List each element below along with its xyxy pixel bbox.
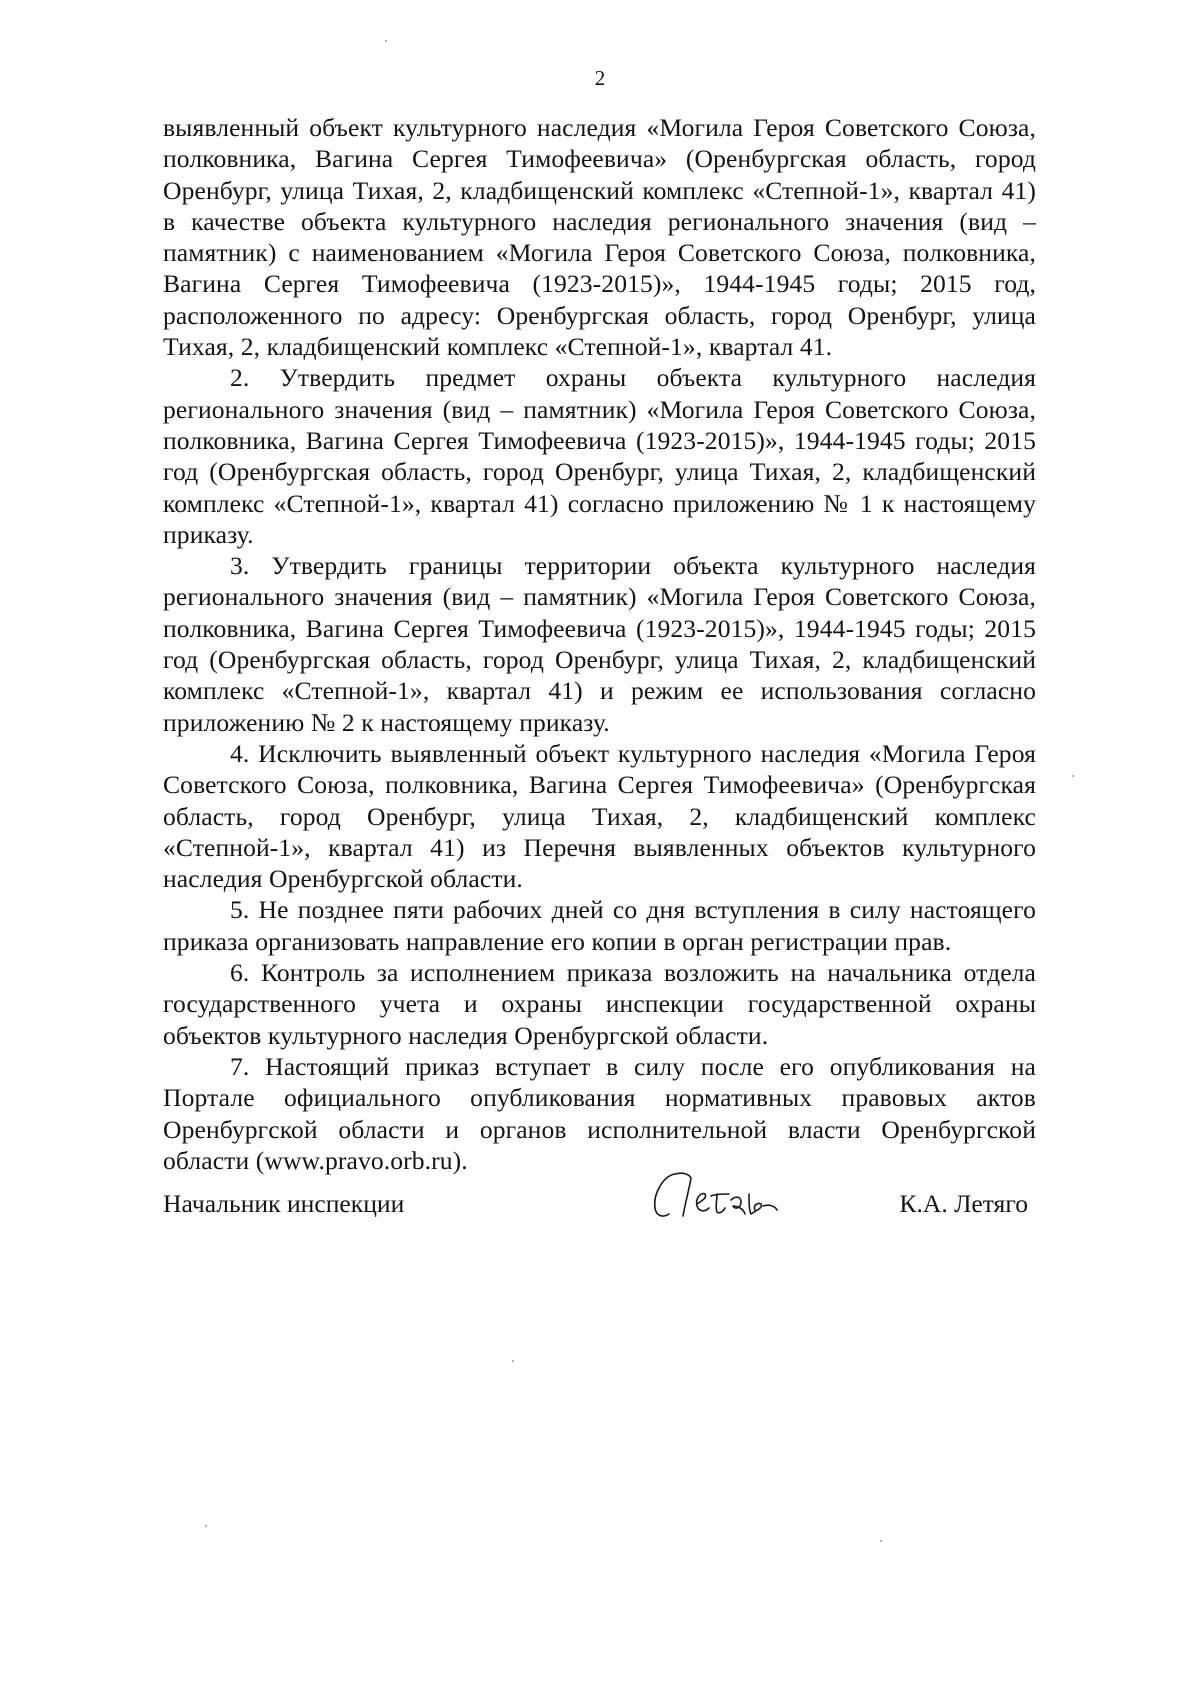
- paragraph-item-7: 7. Настоящий приказ вступает в силу после его опубликования на Портале официального опубликования нормативных правовых актов Оренбургской области и органов исполнительной власти Оренбургской области (www.pravo.orb.ru).: [163, 1051, 1036, 1175]
- order-body: [163, 112, 1036, 1176]
- signer-name: К.А. Летяго: [899, 1189, 1028, 1218]
- paragraph-item-4: 4. Исключить выявленный объект культурного наследия «Могила Героя Советского Союза, полковника, Вагина Сергея Тимофеевича» (Оренбургская область, город Оренбург, улица Тихая, 2, кладбищенский комплекс «Степной-1», квартал 41) из Перечня выявленных объектов культурного наследия Оренбургской области.: [163, 738, 1036, 894]
- scan-speck: [512, 1360, 514, 1362]
- scan-speck: [205, 1525, 207, 1527]
- paragraph-item-2: 2. Утвердить предмет охраны объекта культурного наследия регионального значения (вид – памятник) «Могила Героя Советского Союза, полковника, Вагина Сергея Тимофеевича (1923-2015)», 1944-1945 годы; 2015 год (Оренбургская область, город Оренбург, улица Тихая, 2, кладбищенский комплекс «Степной-1», квартал 41) согласно приложению № 1 к настоящему приказу.: [163, 363, 1036, 549]
- paragraph-1-continuation: выявленный объект культурного наследия «Могила Героя Советского Союза, полковника, Вагина Сергея Тимофеевича» (Оренбургская область, город Оренбург, улица Тихая, 2, кладбищенский комплекс «Степной-1», квартал 41) в качестве объекта культурного наследия регионального значения (вид – памятник) с наименованием «Могила Героя Советского Союза, полковника, Вагина Сергея Тимофеевича (1923-2015)», 1944-1945 годы; 2015 год, расположенного по адресу: Оренбургская область, город Оренбург, улица Тихая, 2, кладбищенский комплекс «Степной-1», квартал 41.: [163, 113, 1036, 362]
- scan-speck: [1072, 775, 1074, 777]
- paragraph-item-3: 3. Утвердить границы территории объекта культурного наследия регионального значения (вид – памятник) «Могила Героя Советского Союза, полковника, Вагина Сергея Тимофеевича (1923-2015)», 1944-1945 годы; 2015 год (Оренбургская область, город Оренбург, улица Тихая, 2, кладбищенский комплекс «Степной-1», квартал 41) и режим ее использования согласно приложению № 2 к настоящему приказу.: [163, 551, 1036, 737]
- scan-speck: [880, 1540, 882, 1542]
- signer-position: Начальник инспекции: [163, 1189, 405, 1218]
- signature-block: [163, 1160, 1036, 1240]
- page-number: 2: [594, 66, 606, 90]
- paragraph-item-5: 5. Не позднее пяти рабочих дней со дня вступления в силу настоящего приказа организовать направление его копии в орган регистрации прав.: [163, 895, 1036, 956]
- paragraph-item-6: 6. Контроль за исполнением приказа возложить на начальника отдела государственного учета и охраны инспекции государственной охраны объектов культурного наследия Оренбургской области.: [163, 958, 1036, 1050]
- scan-speck: [385, 40, 387, 42]
- handwritten-signature: [645, 1160, 795, 1230]
